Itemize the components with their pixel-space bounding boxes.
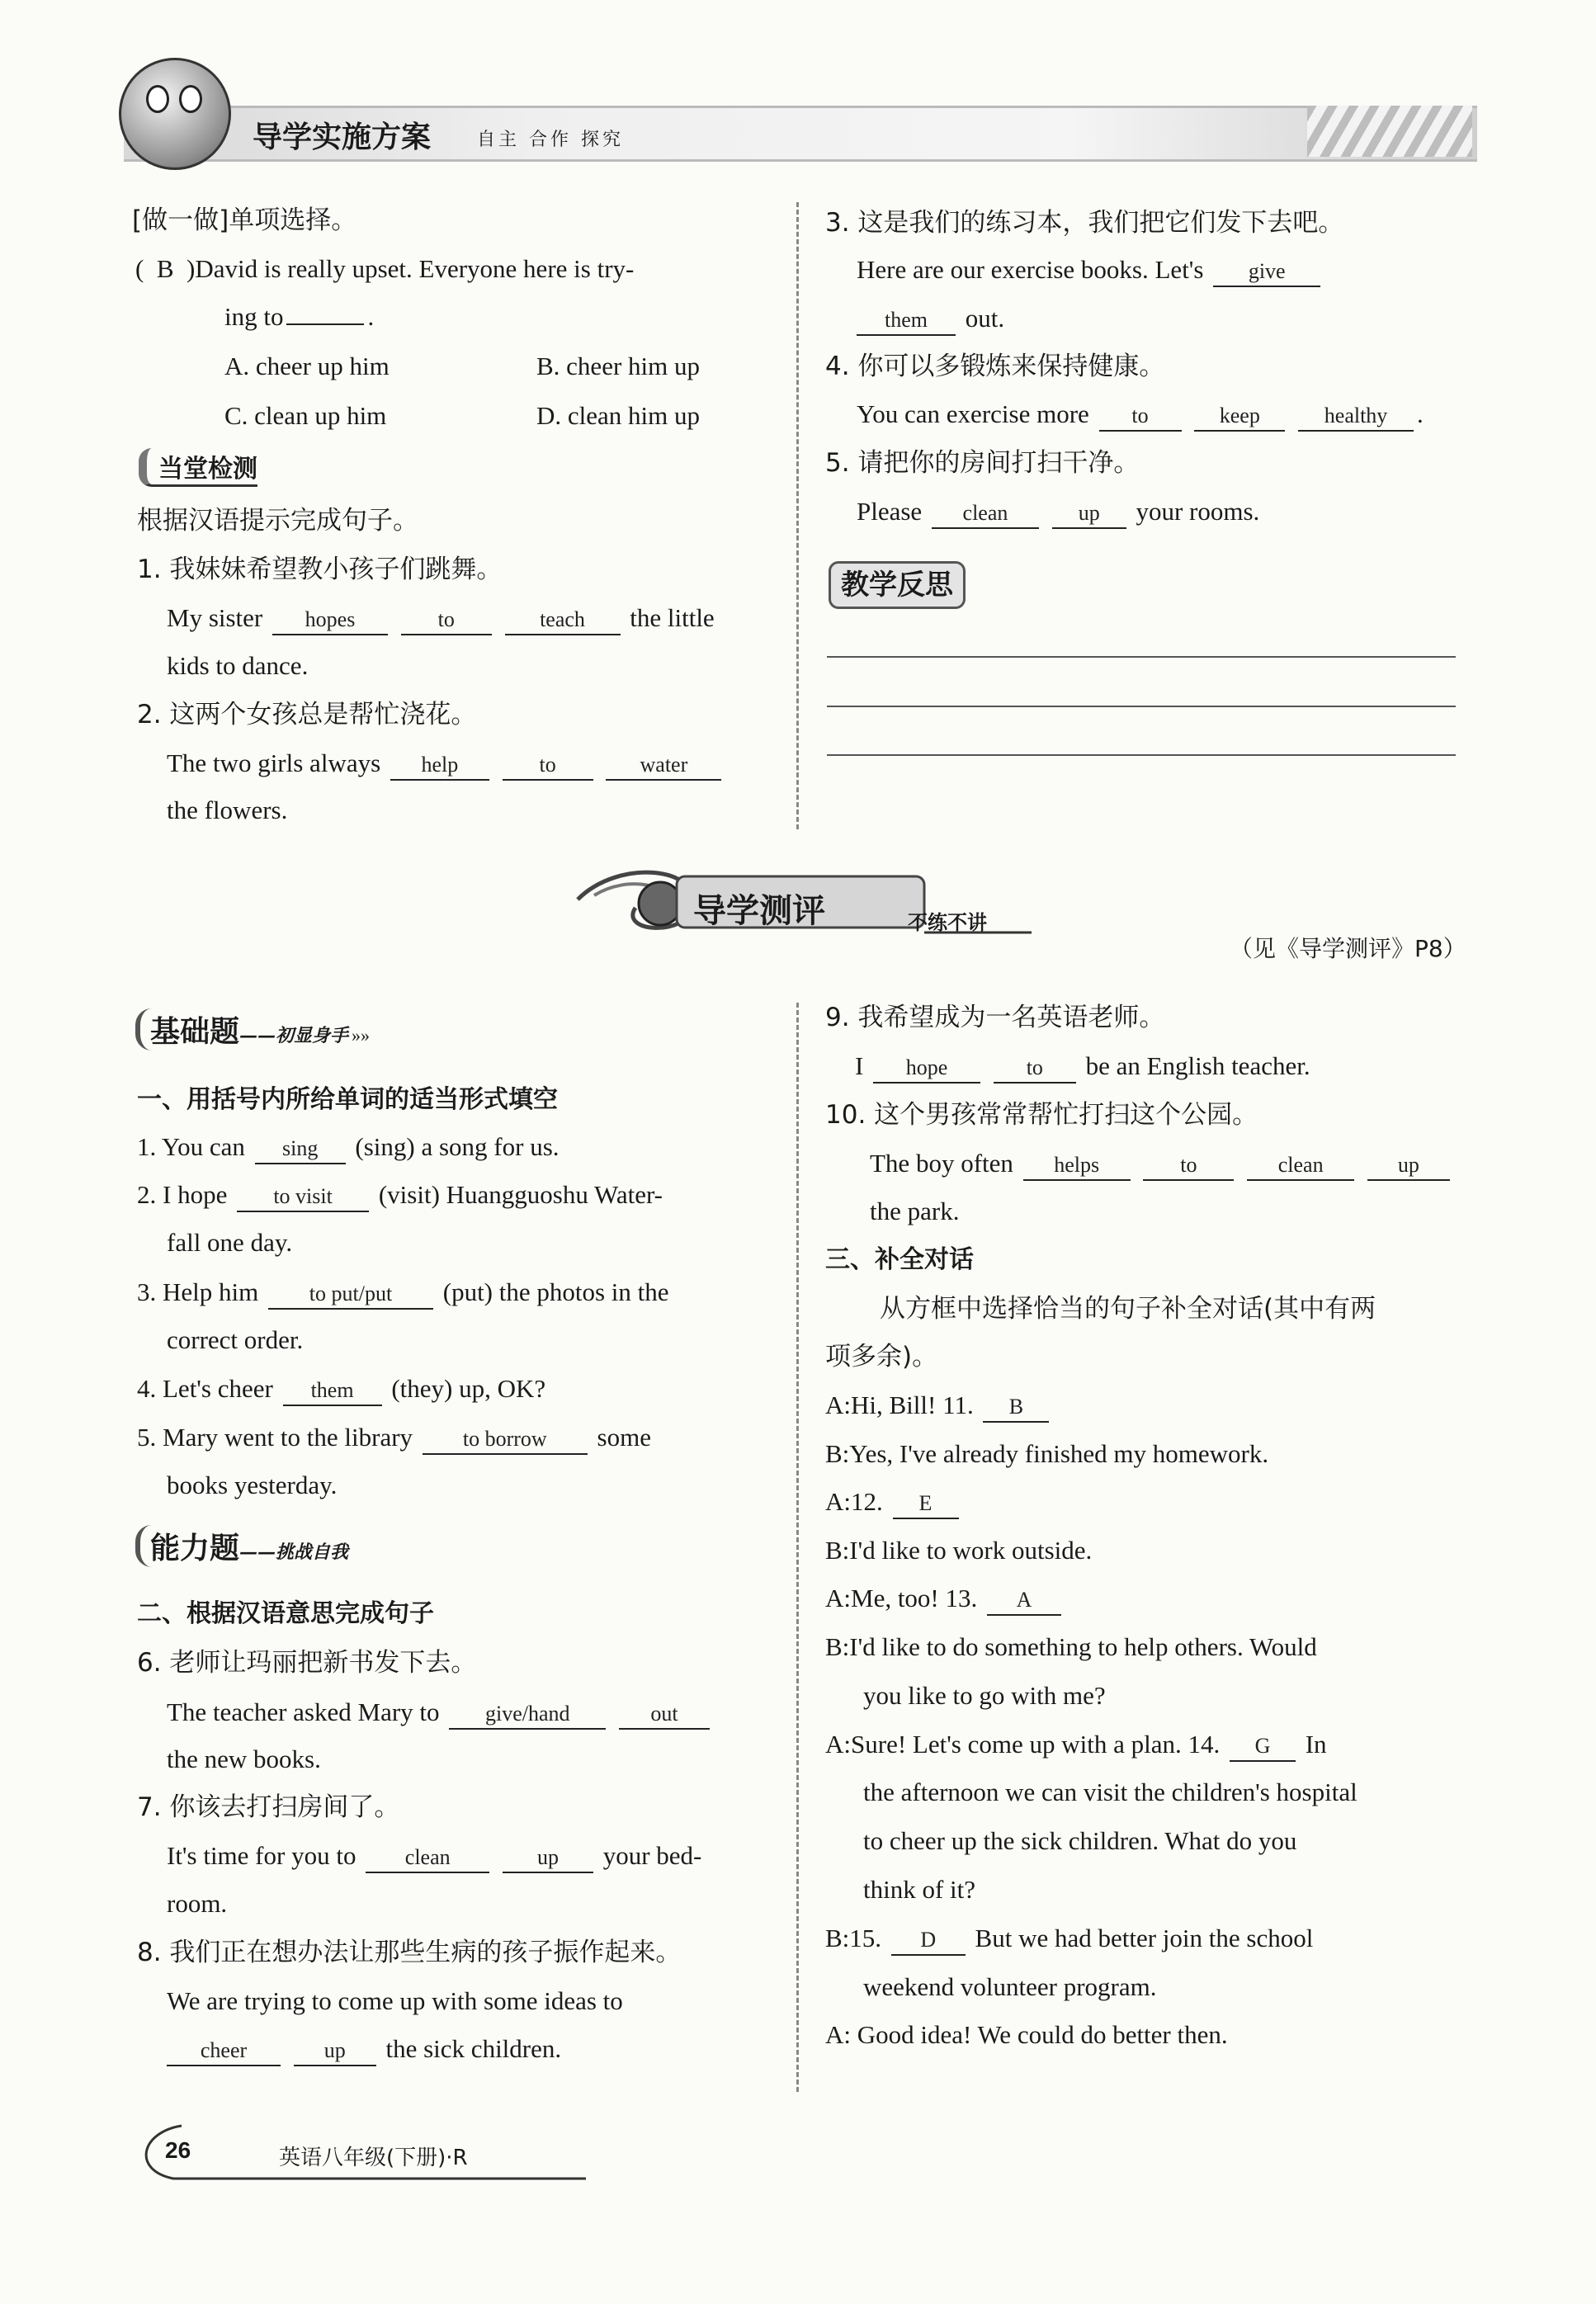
header-subtitle: 自主 合作 探究 <box>477 130 624 150</box>
header-title: 导学实施方案 <box>253 120 432 154</box>
dialog-line: A: Good idea! We could do better then. <box>825 2020 1228 2049</box>
ability-item-7: It's time for you to clean up your bed- <box>167 1839 701 1873</box>
item-4: You can exercise more to keep healthy . <box>857 398 1424 432</box>
banner-title: 导学测评 <box>693 892 825 930</box>
dialog-line: B:I'd like to do something to help others. Would <box>825 1632 1317 1661</box>
reference-note: （见《导学测评》P8） <box>1230 935 1466 962</box>
practice-heading: [做一做]单项选择。 <box>132 205 357 235</box>
dialog-line: A:Hi, Bill! 11. B <box>825 1389 1052 1423</box>
check-title: 当堂检测 <box>139 448 257 487</box>
ability-item-6: The teacher asked Mary to give/hand out <box>167 1696 713 1730</box>
item-3: Here are our exercise books. Let's give <box>857 253 1324 287</box>
item-10: The boy often helps to clean up <box>870 1147 1453 1181</box>
option-d: D. clean him up <box>536 401 701 430</box>
reflection-line <box>827 706 1456 707</box>
basic-section-title: 基础题——初显身手 »» <box>135 1008 370 1050</box>
reflection-line <box>827 656 1456 658</box>
reflection-title: 教学反思 <box>829 561 966 609</box>
option-a: A. cheer up him <box>224 352 390 380</box>
basic-item-4: 4. Let's cheer them (they) up, OK? <box>137 1372 545 1406</box>
banner-tag: 不练不讲 <box>908 911 987 934</box>
ability-section-title: 能力题——挑战自我 <box>135 1525 348 1567</box>
header-stripes <box>1307 106 1472 157</box>
dialog-line: A:12. E <box>825 1485 962 1519</box>
ability-item-8: We are trying to come up with some ideas to <box>167 1986 623 2015</box>
column-divider <box>796 202 799 829</box>
basic-item-1: 1. You can sing (sing) a song for us. <box>137 1131 560 1164</box>
mascot-icon <box>119 58 231 170</box>
dialog-line: B:Yes, I've already finished my homework. <box>825 1439 1269 1468</box>
dialog-line: A:Sure! Let's come up with a plan. 14. G In <box>825 1728 1327 1762</box>
dialog-line: A:Me, too! 13. A <box>825 1582 1065 1616</box>
item-1: My sister hopes to teach the little <box>167 602 715 635</box>
dialog-line: B:15. D But we had better join the school <box>825 1922 1313 1956</box>
option-b: B. cheer him up <box>536 352 701 380</box>
item-5: Please clean up your rooms. <box>857 495 1259 529</box>
book-title: 英语八年级(下册)·R <box>279 2146 468 2170</box>
page-number: 26 <box>165 2137 191 2163</box>
item-9: I hope to be an English teacher. <box>855 1050 1310 1084</box>
column-divider <box>796 1003 799 2092</box>
basic-item-5: 5. Mary went to the library to borrow some <box>137 1421 651 1455</box>
reflection-line <box>827 754 1456 756</box>
option-c: C. clean up him <box>224 401 387 430</box>
question-mcq: ( B )David is really upset. Everyone here is try- <box>135 254 635 283</box>
dialog-line: B:I'd like to work outside. <box>825 1536 1093 1565</box>
basic-item-2: 2. I hope to visit (visit) Huangguoshu Water- <box>137 1178 663 1212</box>
basic-item-3: 3. Help him to put/put (put) the photos in the <box>137 1276 669 1310</box>
item-2: The two girls always help to water <box>167 747 725 781</box>
